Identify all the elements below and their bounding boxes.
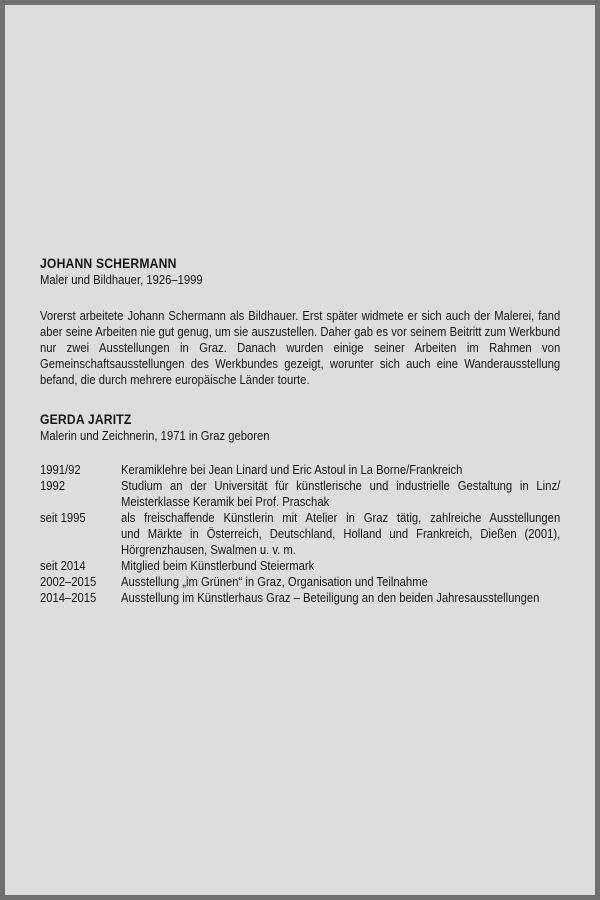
timeline-description-line: Keramiklehre bei Jean Linard und Eric Astoul in La Borne/Frankreich	[121, 463, 463, 477]
timeline-description-line: Studium an der Universität für künstlerische und industrielle Gestaltung in Linz/	[121, 479, 561, 493]
page-content	[40, 256, 560, 606]
timeline-row	[40, 558, 560, 574]
timeline-description	[121, 590, 560, 606]
artist-bio: Vorerst arbeitete Johann Schermann als Bildhauer. Erst später widmete er sich auch der Malerei, fand aber seine Arbeiten nie gut genug, um sie auszustellen. Daher gab es vor seinem Beitritt zum Werkbund nur zwei Ausstellungen in Graz. Danach wurden einige seiner Arbeiten im Rahmen von Gemeinschaftsausstellungen des Werkbundes gezeigt, worunter sich auch eine Wanderausstellung befand, die durch mehrere europäische Länder tourte.	[40, 309, 561, 387]
timeline-description	[121, 478, 560, 510]
timeline-description-line: Ausstellung im Künstlerhaus Graz – Beteiligung an den beiden Jahresausstellungen	[121, 591, 540, 605]
timeline-row	[40, 462, 560, 478]
document-page	[5, 5, 595, 895]
timeline-description	[121, 510, 560, 558]
timeline-year: seit 2014	[40, 559, 86, 573]
artist-section-gerda-jaritz	[40, 412, 560, 606]
artist-name: JOHANN SCHERMANN	[40, 256, 177, 271]
artist-name: GERDA JARITZ	[40, 412, 132, 427]
timeline-description-line: Hörgrenzhausen, Swalmen u. v. m.	[121, 543, 296, 557]
timeline-year: 1992	[40, 479, 66, 493]
timeline-row	[40, 478, 560, 510]
timeline-description	[121, 462, 560, 478]
timeline-description-line: Ausstellung „im Grünen“ in Graz, Organisation und Teilnahme	[121, 575, 428, 589]
timeline-year: 1991/92	[40, 463, 81, 477]
timeline-row	[40, 574, 560, 590]
timeline-row	[40, 590, 560, 606]
artist-subtitle: Malerin und Zeichnerin, 1971 in Graz geboren	[40, 429, 270, 443]
timeline-description	[121, 574, 560, 590]
timeline-year: 2002–2015	[40, 575, 97, 589]
timeline-description-line: und Märkte in Österreich, Deutschland, Holland und Frankreich, Dießen (2001),	[121, 527, 561, 541]
biography-timeline	[40, 462, 560, 606]
timeline-row	[40, 510, 560, 558]
timeline-year: seit 1995	[40, 511, 86, 525]
timeline-year: 2014–2015	[40, 591, 97, 605]
timeline-description	[121, 558, 560, 574]
artist-subtitle: Maler und Bildhauer, 1926–1999	[40, 273, 203, 287]
artist-section-johann-schermann	[40, 256, 560, 388]
timeline-description-line: Mitglied beim Künstlerbund Steiermark	[121, 559, 315, 573]
timeline-description-line: als freischaffende Künstlerin mit Atelier in Graz tätig, zahlreiche Ausstellungen	[121, 511, 561, 525]
timeline-description-line: Meisterklasse Keramik bei Prof. Praschak	[121, 495, 330, 509]
